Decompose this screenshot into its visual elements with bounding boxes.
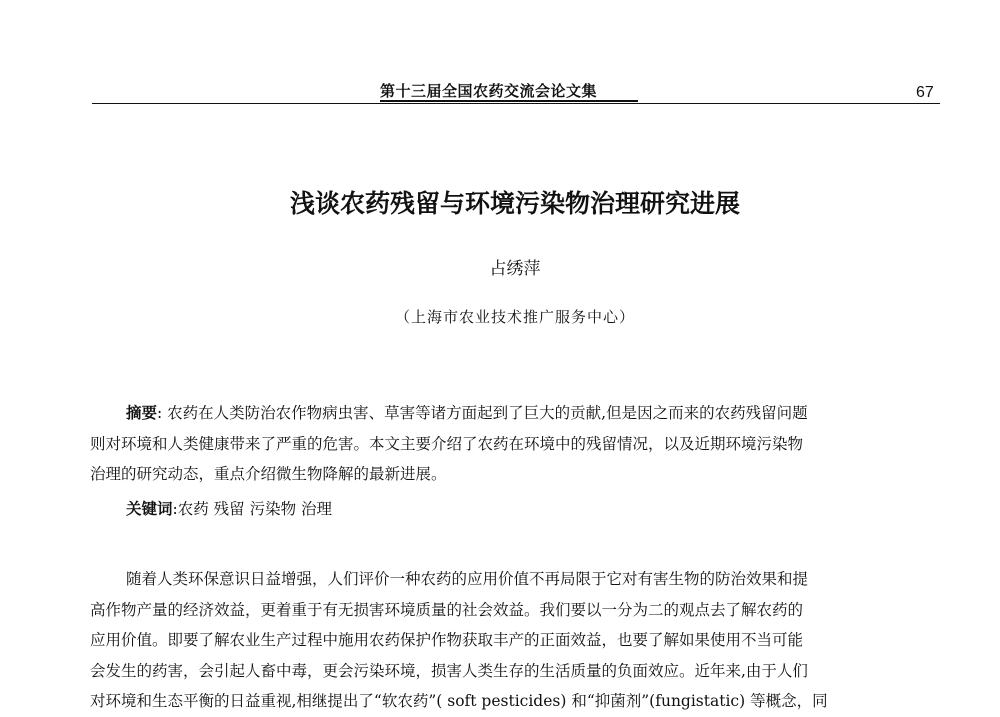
abstract-label: 摘要: [126, 403, 158, 422]
keywords-text: :农药 残留 污染物 治理: [172, 500, 333, 518]
abstract: [90, 398, 942, 490]
body-line-3: 应用价值。即要了解农业生产过程中施用农药保护作物获取丰产的正面效益，也要了解如果使用不当可能: [90, 631, 804, 649]
author-name: 占绣萍: [489, 259, 541, 279]
keywords-line: [90, 494, 942, 525]
body-line-1: [90, 564, 942, 595]
abstract-line-3: 治理的研究动态，重点介绍微生物降解的最新进展。: [90, 465, 447, 483]
header-rule-accent: [380, 100, 638, 102]
running-header-title: 第十三届全国农药交流会论文集: [380, 82, 598, 100]
paper-title: 浅谈农药残留与环境污染物治理研究进展: [289, 189, 740, 218]
body-paragraph: [90, 564, 942, 717]
abstract-line-1: [90, 398, 942, 429]
header-rule: [92, 103, 940, 104]
author-affiliation: （上海市农业技术推广服务中心）: [394, 308, 635, 326]
body-line-4: 会发生的药害，会引起人畜中毒，更会污染环境，损害人类生存的生活质量的负面效应。近年来,由于人们: [90, 661, 808, 680]
page-number: 67: [916, 84, 934, 101]
abstract-line-2: 则对环境和人类健康带来了严重的危害。本文主要介绍了农药在环境中的残留情况，以及近期环境污染物: [90, 434, 804, 453]
body-text-1: 随着人类环保意识日益增强，人们评价一种农药的应用价值不再局限于它对有害生物的防治效果和提: [126, 570, 809, 588]
abstract-text-1: : 农药在人类防治农作物病虫害、草害等诸方面起到了巨大的贡献,但是因之而来的农药残留问题: [157, 404, 808, 422]
keywords: [90, 494, 942, 525]
body-line-2: 高作物产量的经济效益，更着重于有无损害环境质量的社会效益。我们要以一分为二的观点去了解农药的: [90, 600, 804, 619]
keywords-label: 关键词: [126, 499, 173, 518]
body-line-5: 对环境和生态平衡的日益重视,相继提出了“软农药”( soft pesticides) 和“抑菌剂”(fungistatic) 等概念，同: [90, 692, 828, 710]
